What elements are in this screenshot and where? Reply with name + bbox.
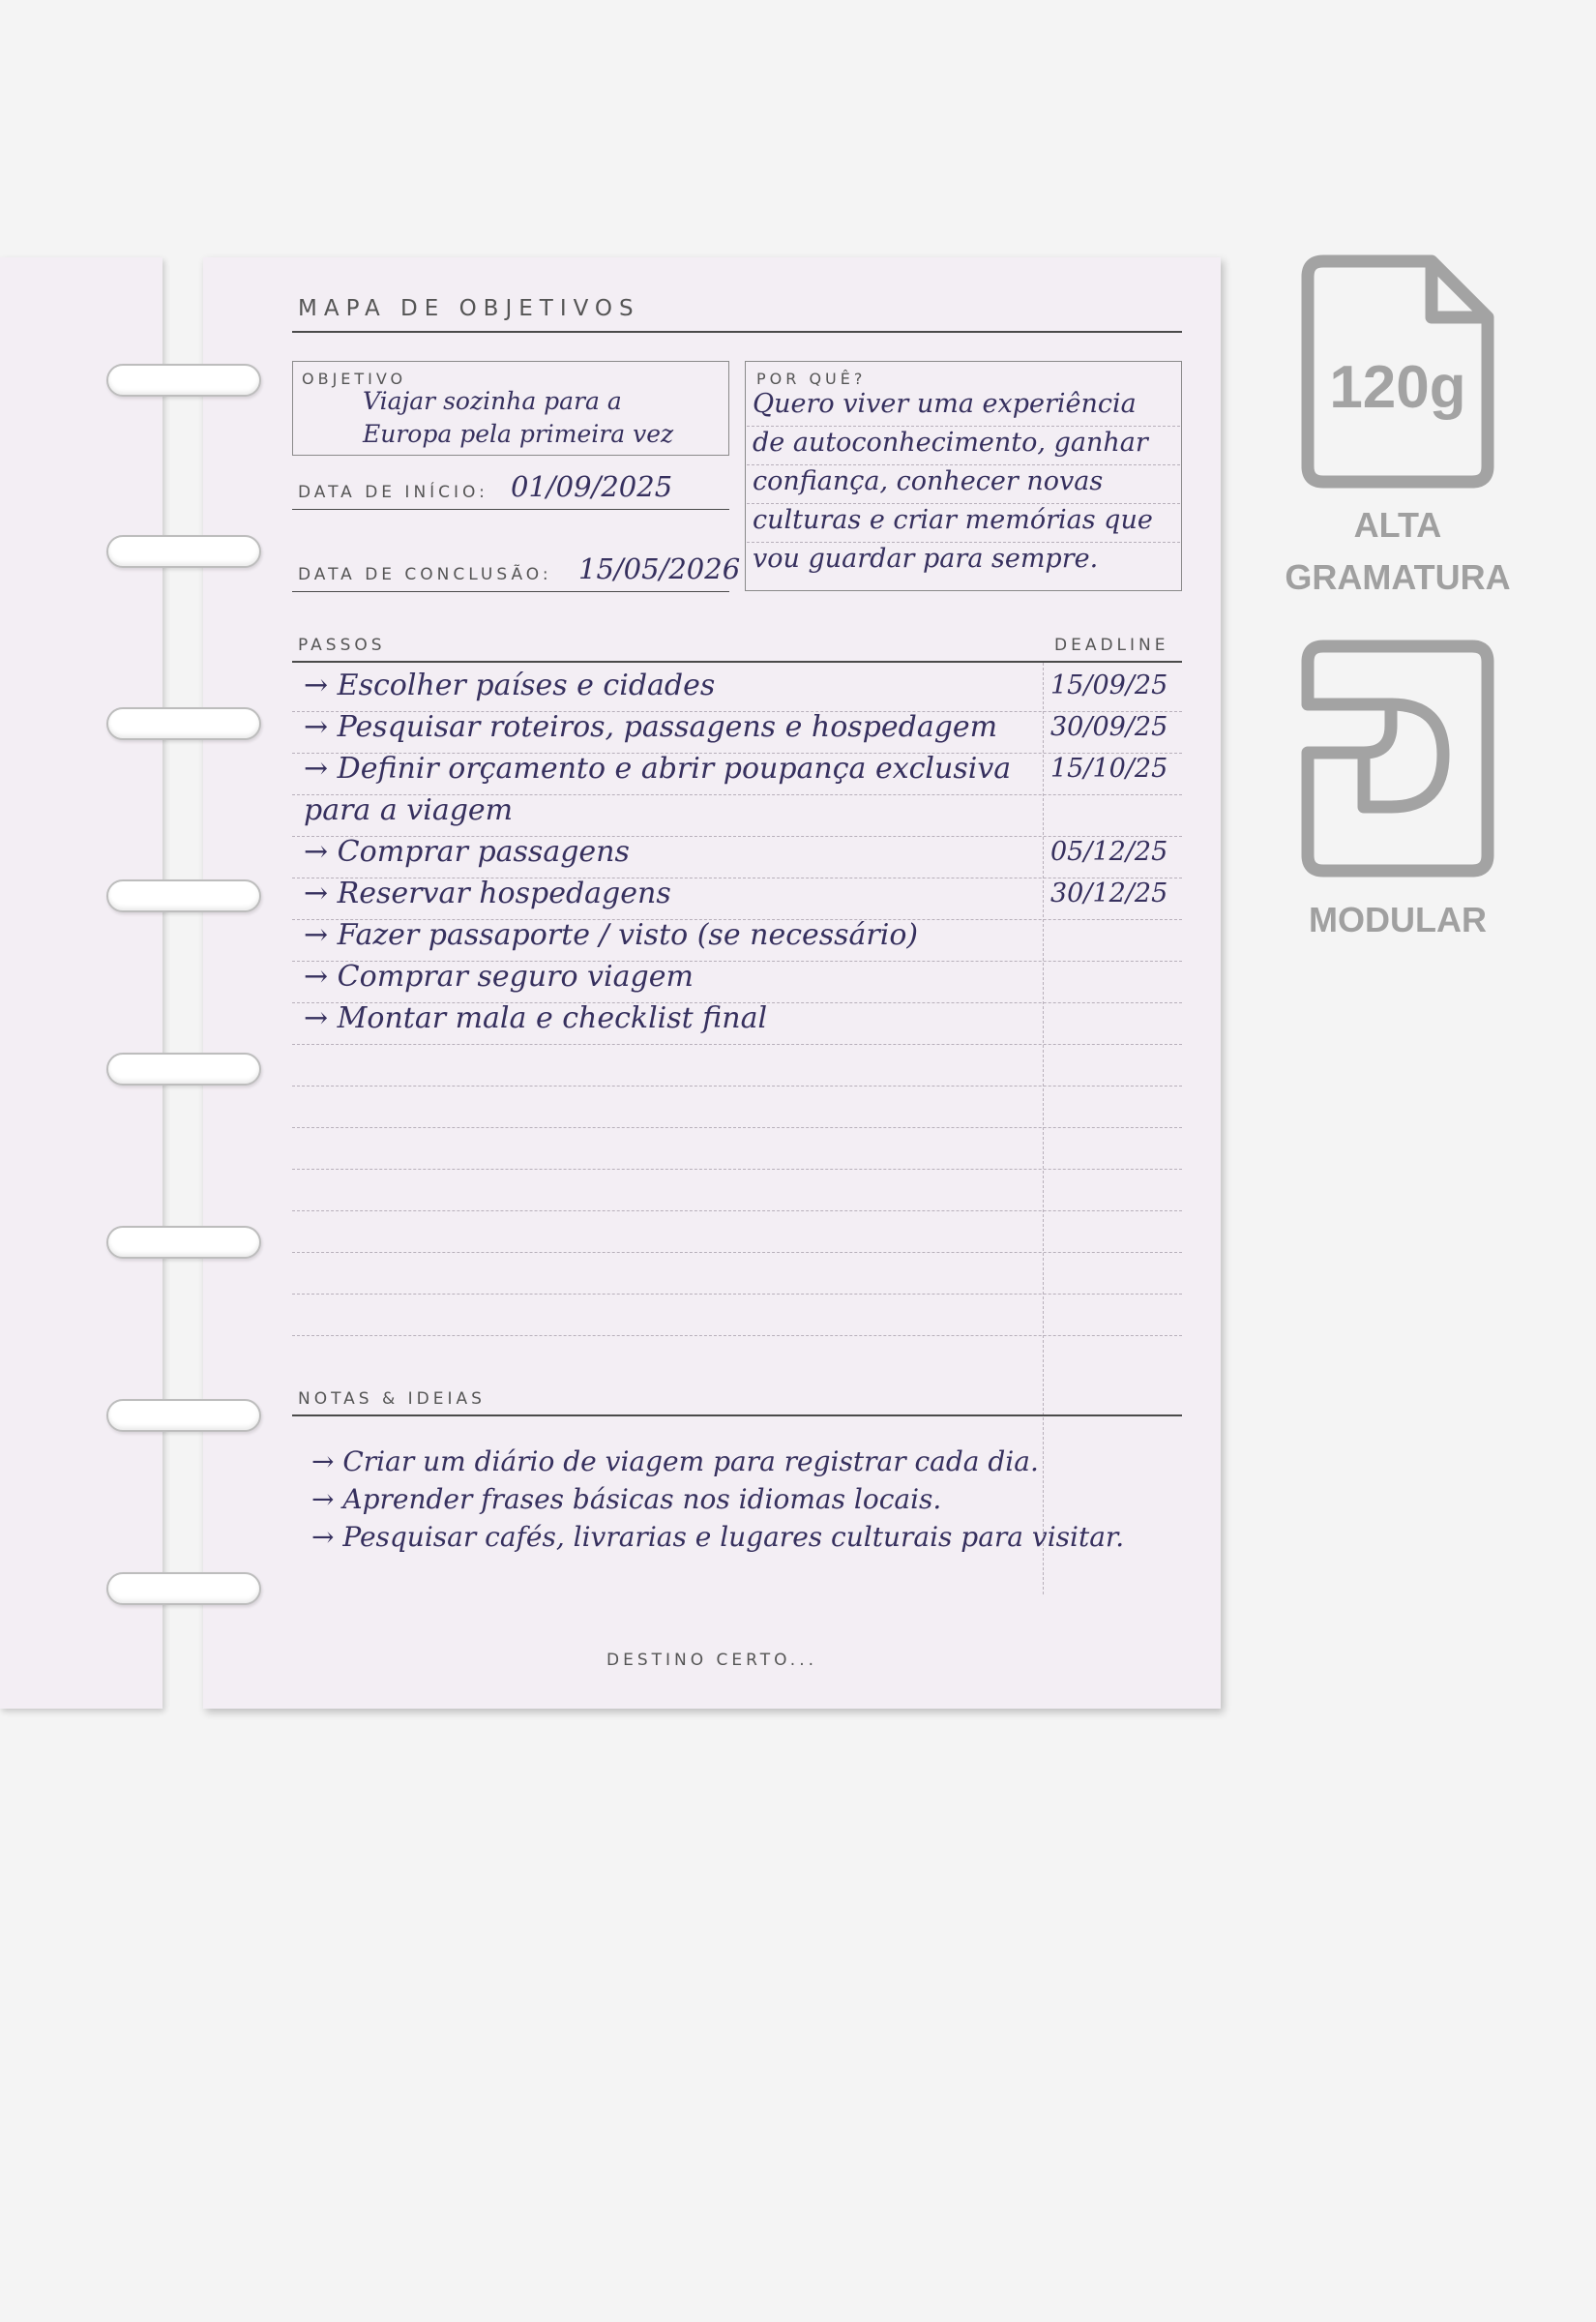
steps-label: PASSOS (298, 636, 386, 655)
deadline-column-divider (1043, 663, 1044, 1594)
step-text: → Comprar passagens (304, 835, 630, 869)
weight-badge: 120g (1329, 354, 1466, 421)
start-date-value: 01/09/2025 (511, 470, 673, 503)
why-line: culturas e criar memórias que (753, 505, 1153, 535)
empty-line (292, 1252, 1182, 1253)
step-deadline: 15/09/25 (1050, 670, 1168, 700)
why-line: confiança, conhecer novas (753, 466, 1104, 496)
why-label: POR QUÊ? (756, 370, 867, 388)
binder-ring (106, 1572, 261, 1605)
empty-line (292, 1127, 1182, 1128)
binder-ring (106, 535, 261, 568)
objective-label: OBJETIVO (302, 370, 407, 388)
weight-label-2: GRAMATURA (1285, 557, 1511, 597)
notes-label: NOTAS & IDEIAS (298, 1389, 486, 1409)
step-text: → Fazer passaporte / visto (se necessário) (304, 918, 919, 952)
deadline-label: DEADLINE (1054, 636, 1169, 655)
modular-icon (1300, 639, 1495, 878)
step-text: → Comprar seguro viagem (304, 960, 694, 994)
note-line: → Pesquisar cafés, livrarias e lugares culturais para visitar. (311, 1521, 1125, 1553)
empty-line (292, 1294, 1182, 1295)
objective-line-2: Europa pela primeira vez (363, 420, 674, 448)
step-deadline: 30/09/25 (1050, 712, 1168, 742)
step-text: para a viagem (304, 793, 514, 827)
previous-page (0, 257, 163, 1709)
why-dash (747, 464, 1180, 465)
objective-line-1: Viajar sozinha para a (363, 387, 622, 415)
step-text: → Definir orçamento e abrir poupança exclusiva (304, 752, 1012, 786)
step-deadline: 30/12/25 (1050, 878, 1168, 908)
start-date-rule (292, 509, 729, 510)
why-dash (747, 503, 1180, 504)
empty-line (292, 1210, 1182, 1211)
why-line: de autoconhecimento, ganhar (753, 428, 1148, 458)
end-date-value: 15/05/2026 (578, 552, 741, 585)
weight-label-1: ALTA (1353, 505, 1442, 545)
binder-ring (106, 1053, 261, 1086)
empty-line (292, 1169, 1182, 1170)
binder-ring (106, 364, 261, 397)
binder-ring (106, 707, 261, 740)
step-text: → Pesquisar roteiros, passagens e hospedagem (304, 710, 998, 744)
end-date-rule (292, 591, 729, 592)
planner-page (203, 257, 1221, 1709)
end-date-label: DATA DE CONCLUSÃO: (298, 565, 552, 584)
note-line: → Aprender frases básicas nos idiomas locais. (311, 1483, 942, 1515)
binder-ring (106, 879, 261, 912)
page-footer: DESTINO CERTO... (606, 1651, 817, 1670)
note-line: → Criar um diário de viagem para registrar cada dia. (311, 1445, 1039, 1477)
binder-ring (106, 1399, 261, 1432)
empty-line (292, 1335, 1182, 1336)
empty-line (292, 1086, 1182, 1087)
step-text: → Escolher países e cidades (304, 669, 716, 702)
start-date-label: DATA DE INÍCIO: (298, 483, 488, 502)
why-line: Quero viver uma experiência (753, 389, 1137, 419)
step-text: → Montar mala e checklist final (304, 1001, 768, 1035)
step-deadline: 05/12/25 (1050, 837, 1168, 867)
step-dash (292, 1044, 1182, 1045)
why-dash (747, 426, 1180, 427)
modular-label: MODULAR (1309, 900, 1487, 939)
why-dash (747, 542, 1180, 543)
notes-rule (292, 1414, 1182, 1416)
steps-rule (292, 661, 1182, 663)
why-line: vou guardar para sempre. (753, 544, 1099, 574)
step-deadline: 15/10/25 (1050, 754, 1168, 784)
page-title: MAPA DE OBJETIVOS (298, 296, 640, 321)
step-text: → Reservar hospedagens (304, 877, 671, 910)
title-rule (292, 331, 1182, 333)
binder-ring (106, 1226, 261, 1259)
